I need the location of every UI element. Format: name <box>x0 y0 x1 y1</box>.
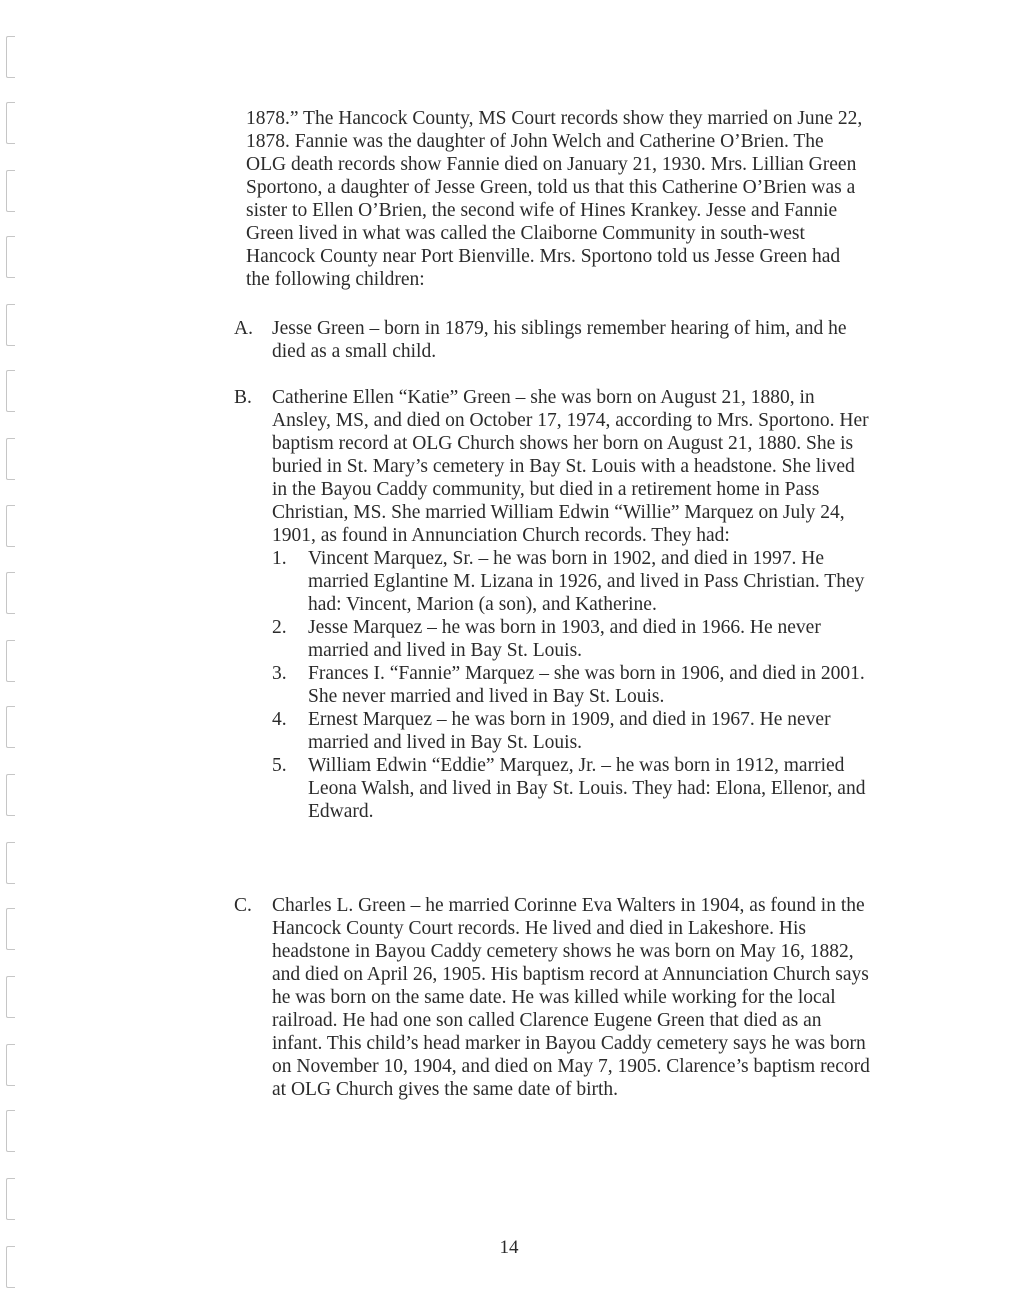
binder-mark <box>6 706 15 748</box>
binder-mark <box>6 842 15 884</box>
list-item <box>272 754 874 823</box>
list-item <box>272 616 874 662</box>
child-letter: C. <box>234 895 252 916</box>
binder-mark <box>6 1044 15 1086</box>
list-item <box>272 547 874 616</box>
child-text: Charles L. Green – he married Corinne Eva Walters in 1904, as found in the Hancock County Court records. He lived and died in Lakeshore. His headstone in Bayou Caddy cemetery shows he was born on May 16, 1882, and died on April 26, 1905. His baptism record at Annunciation Church says he was born on the same date. He was killed while working for the local railroad. He had one son called Clarence Eugene Green that died as an infant. This child’s head marker in Bayou Caddy cemetery says he was born on November 10, 1904, and died on May 7, 1905. Clarence’s baptism record at OLG Church gives the same date of birth. <box>272 895 870 1100</box>
child-text: Catherine Ellen “Katie” Green – she was born on August 21, 1880, in Ansley, MS, and died on October 17, 1974, according to Mrs. Sportono. Her baptism record at OLG Church shows her born on August 21, 1880. She is buried in St. Mary’s cemetery in Bay St. Louis with a headstone. She lived in the Bayou Caddy community, but died in a retirement home in Pass Christian, MS. She married William Edwin “Willie” Marquez on July 24, 1901, as found in Annunciation Church records. They had: <box>272 387 869 546</box>
binder-mark <box>6 640 15 682</box>
binder-mark <box>6 304 15 346</box>
binder-mark <box>6 505 15 547</box>
child-letter: A. <box>234 318 253 339</box>
intro-paragraph: 1878.” The Hancock County, MS Court records show they married on June 22, 1878. Fannie was the daughter of John Welch and Catherine O’Brien. The OLG death records show Fannie died on January 21, 1930. Mrs. Lillian Green Sportono, a daughter of Jesse Green, told us that this Catherine O’Brien was a sister to Ellen O’Brien, the second wife of Hines Krankey. Jesse and Fannie Green lived in what was called the Claiborne Community in south-west Hancock County near Port Bienville. Mrs. Sportono told us Jesse Green had the following children: <box>246 108 863 290</box>
binder-mark <box>6 976 15 1018</box>
binder-mark <box>6 438 15 480</box>
child-text: Jesse Green – born in 1879, his siblings remember hearing of him, and he died as a small child. <box>272 318 847 362</box>
child-item-a <box>234 317 874 363</box>
list-text: William Edwin “Eddie” Marquez, Jr. – he was born in 1912, married Leona Walsh, and lived in Bay St. Louis. They had: Elona, Ellenor, and Edward. <box>308 755 866 822</box>
list-item <box>272 662 874 708</box>
binder-mark <box>6 1178 15 1220</box>
list-number: 5. <box>272 755 287 776</box>
page-number: 14 <box>499 1237 519 1258</box>
child-item-b <box>234 386 874 823</box>
list-item <box>272 708 874 754</box>
child-letter: B. <box>234 387 252 408</box>
list-text: Vincent Marquez, Sr. – he was born in 1902, and died in 1997. He married Eglantine M. Lizana in 1926, and lived in Pass Christian. They had: Vincent, Marion (a son), and Katherine. <box>308 548 865 615</box>
list-text: Jesse Marquez – he was born in 1903, and died in 1966. He never married and lived in Bay St. Louis. <box>308 617 821 661</box>
binder-mark <box>6 236 15 278</box>
binder-mark <box>6 36 15 78</box>
grandchildren-list <box>272 547 874 823</box>
binder-mark <box>6 170 15 212</box>
binder-mark <box>6 774 15 816</box>
binder-hole-marks <box>2 0 22 1315</box>
list-text: Ernest Marquez – he was born in 1909, and died in 1967. He never married and lived in Bay St. Louis. <box>308 709 831 753</box>
list-number: 4. <box>272 709 287 730</box>
list-number: 2. <box>272 617 287 638</box>
list-text: Frances I. “Fannie” Marquez – she was born in 1906, and died in 2001. She never married and lived in Bay St. Louis. <box>308 663 865 707</box>
list-number: 3. <box>272 663 287 684</box>
binder-mark <box>6 572 15 614</box>
binder-mark <box>6 102 15 144</box>
list-number: 1. <box>272 548 287 569</box>
binder-mark <box>6 1110 15 1152</box>
child-item-c <box>234 894 874 1101</box>
binder-mark <box>6 370 15 412</box>
binder-mark <box>6 908 15 950</box>
